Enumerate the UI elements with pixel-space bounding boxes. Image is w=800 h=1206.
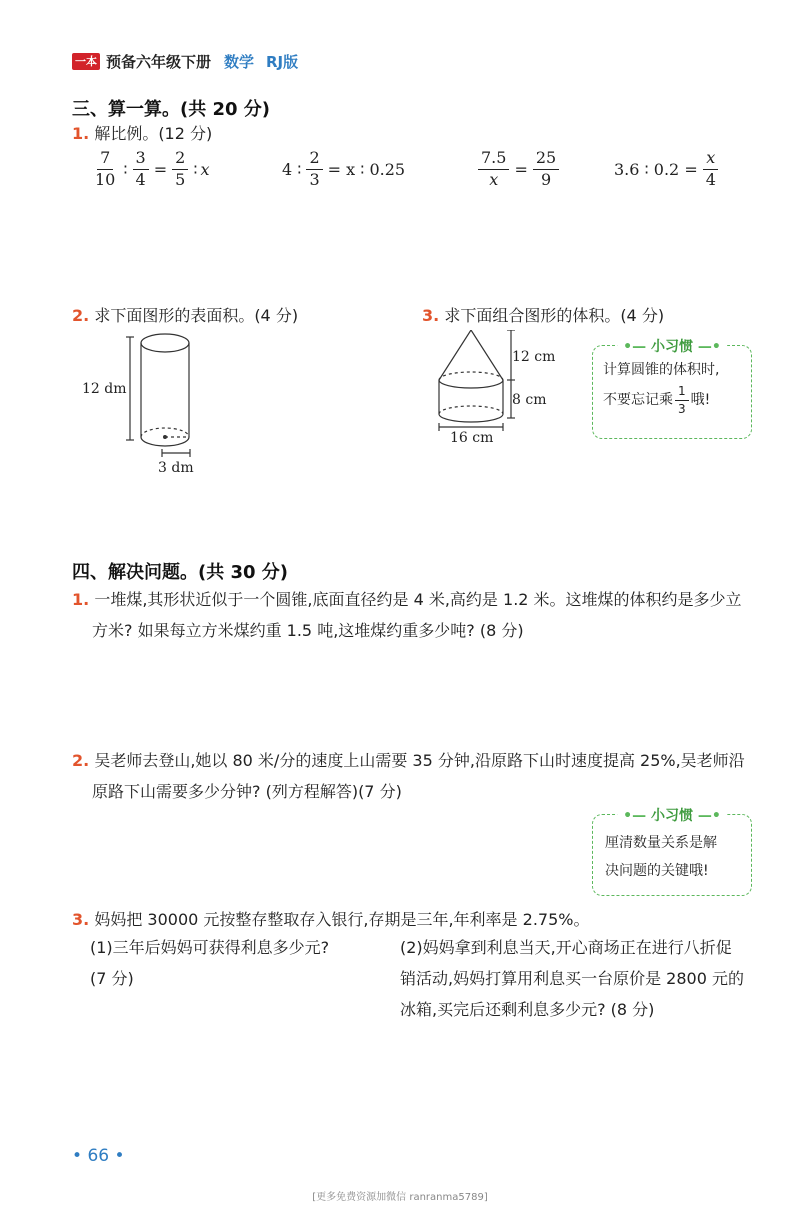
fraction [306, 150, 322, 189]
denominator: 10 [95, 169, 116, 189]
numerator: 3 [133, 150, 149, 170]
expression-part: 3.6 ∶ 0.2 = [614, 159, 698, 179]
denominator: 5 [175, 169, 186, 189]
question-number: 3. [72, 910, 90, 929]
expression-part: 4 ∶ [282, 159, 302, 179]
subquestion-line: (2)妈妈拿到利息当天,开心商场正在进行八折促 [400, 938, 732, 957]
denominator: 3 [309, 169, 320, 189]
publisher-logo: 一本 [72, 53, 100, 70]
height-label: 12 dm [82, 381, 127, 397]
s4-q3 [72, 904, 762, 935]
tip-text: 不要忘记乘 [603, 391, 673, 408]
tip-body [593, 815, 751, 889]
cylinder-height-label: 8 cm [512, 392, 547, 408]
cylinder-bottom-back [439, 406, 503, 414]
question-text: 求下面图形的表面积。(4 分) [94, 306, 299, 325]
radius-label: 3 dm [158, 460, 194, 476]
subquestion-line: 冰箱,买完后还剩利息多少元? (8 分) [400, 1000, 655, 1019]
question-number: 2. [72, 751, 90, 770]
subquestion-line: (7 分) [90, 969, 134, 988]
subquestion-line: 销活动,妈妈打算用利息买一台原价是 2800 元的 [400, 969, 744, 988]
section-3-title: 三、算一算。(共 20 分) [72, 99, 271, 120]
numerator: 1 [675, 385, 689, 401]
tip-title-text: 小习惯 [651, 339, 693, 355]
s4-q3-sub1 [90, 932, 390, 994]
equation-1 [90, 150, 210, 189]
subquestion-line: (1)三年后妈妈可获得利息多少元? [90, 938, 330, 957]
s3-q3 [422, 300, 664, 331]
cylinder-bottom-front [439, 414, 503, 422]
habit-tip-box [592, 808, 752, 896]
tip-line: 厘清数量关系是解 [605, 835, 717, 851]
fraction [92, 150, 118, 189]
version-label: RJ版 [266, 53, 299, 71]
equation-3 [476, 150, 561, 189]
habit-tip-box [592, 339, 752, 439]
question-line: 方米? 如果每立方米煤约重 1.5 吨,这堆煤约重多少吨? (8 分) [92, 621, 524, 640]
cone-base-front [439, 380, 503, 388]
expression-part: = x ∶ 0.25 [327, 159, 406, 179]
book-title: 预备六年级下册 [106, 53, 212, 71]
tip-line: 计算圆锥的体积时, [603, 362, 720, 378]
fraction [703, 150, 719, 189]
equation-4 [614, 150, 721, 189]
denominator: 4 [135, 169, 146, 189]
fraction [133, 150, 149, 189]
cone-cylinder-figure [430, 330, 590, 450]
subject-label: 数学 [224, 53, 255, 71]
denominator: 4 [705, 169, 716, 189]
ratio-sign: ∶ [193, 159, 198, 179]
page-number: • 66 • [72, 1146, 125, 1166]
question-number: 3. [422, 306, 440, 325]
cylinder-top [141, 334, 189, 352]
question-text: 妈妈把 30000 元按整存整取存入银行,存期是三年,年利率是 2.75%。 [94, 910, 590, 929]
cylinder-figure [80, 325, 220, 480]
denominator: x [489, 169, 499, 189]
ratio-sign: ∶ [123, 159, 128, 179]
variable: x [200, 159, 210, 179]
s4-q2 [72, 745, 762, 807]
question-number: 1. [72, 590, 90, 609]
cone-height-label: 12 cm [512, 349, 556, 365]
numerator: x [703, 150, 718, 170]
s3-q1 [72, 118, 212, 149]
fraction [172, 150, 188, 189]
numerator: 7 [97, 150, 113, 170]
fraction [533, 150, 559, 189]
tip-title: •— 小习惯 —• [617, 805, 727, 825]
cone-base-back [439, 372, 503, 380]
numerator: 25 [533, 150, 559, 170]
tip-line [603, 385, 743, 415]
question-number: 1. [72, 124, 90, 143]
question-text: 求下面组合图形的体积。(4 分) [444, 306, 665, 325]
denominator: 9 [540, 169, 552, 189]
numerator: 2 [306, 150, 322, 170]
tip-line: 决问题的关键哦! [605, 863, 709, 879]
section-4-title: 四、解决问题。(共 30 分) [72, 562, 289, 583]
diameter-label: 16 cm [450, 430, 494, 446]
tip-title-text: 小习惯 [651, 808, 693, 824]
page-number-text: 66 [87, 1146, 110, 1166]
numerator: 2 [172, 150, 188, 170]
s4-q1 [72, 584, 762, 646]
tip-title: •— 小习惯 —• [617, 336, 727, 356]
question-line: 原路下山需要多少分钟? (列方程解答)(7 分) [92, 782, 402, 801]
fraction-one-third [675, 385, 689, 415]
equation-2 [282, 150, 405, 189]
footer-note: [更多免费资源加微信 ranranma5789] [312, 1192, 488, 1203]
denominator: 3 [678, 401, 686, 416]
question-line: 吴老师去登山,她以 80 米/分的速度上山需要 35 分钟,沿原路下山时速度提高 25%,吴老师沿 [94, 751, 745, 770]
question-text: 解比例。(12 分) [94, 124, 213, 143]
question-number: 2. [72, 306, 90, 325]
equals-sign: = [153, 159, 168, 179]
tip-body [593, 346, 751, 419]
fraction [478, 150, 509, 189]
tip-text: 哦! [690, 391, 711, 408]
s4-q3-sub2 [400, 932, 765, 1025]
numerator: 7.5 [478, 150, 509, 170]
question-line: 一堆煤,其形状近似于一个圆锥,底面直径约是 4 米,高约是 1.2 米。这堆煤的体积约是多少立 [94, 590, 742, 609]
equals-sign: = [514, 159, 528, 179]
center-point [163, 435, 167, 439]
